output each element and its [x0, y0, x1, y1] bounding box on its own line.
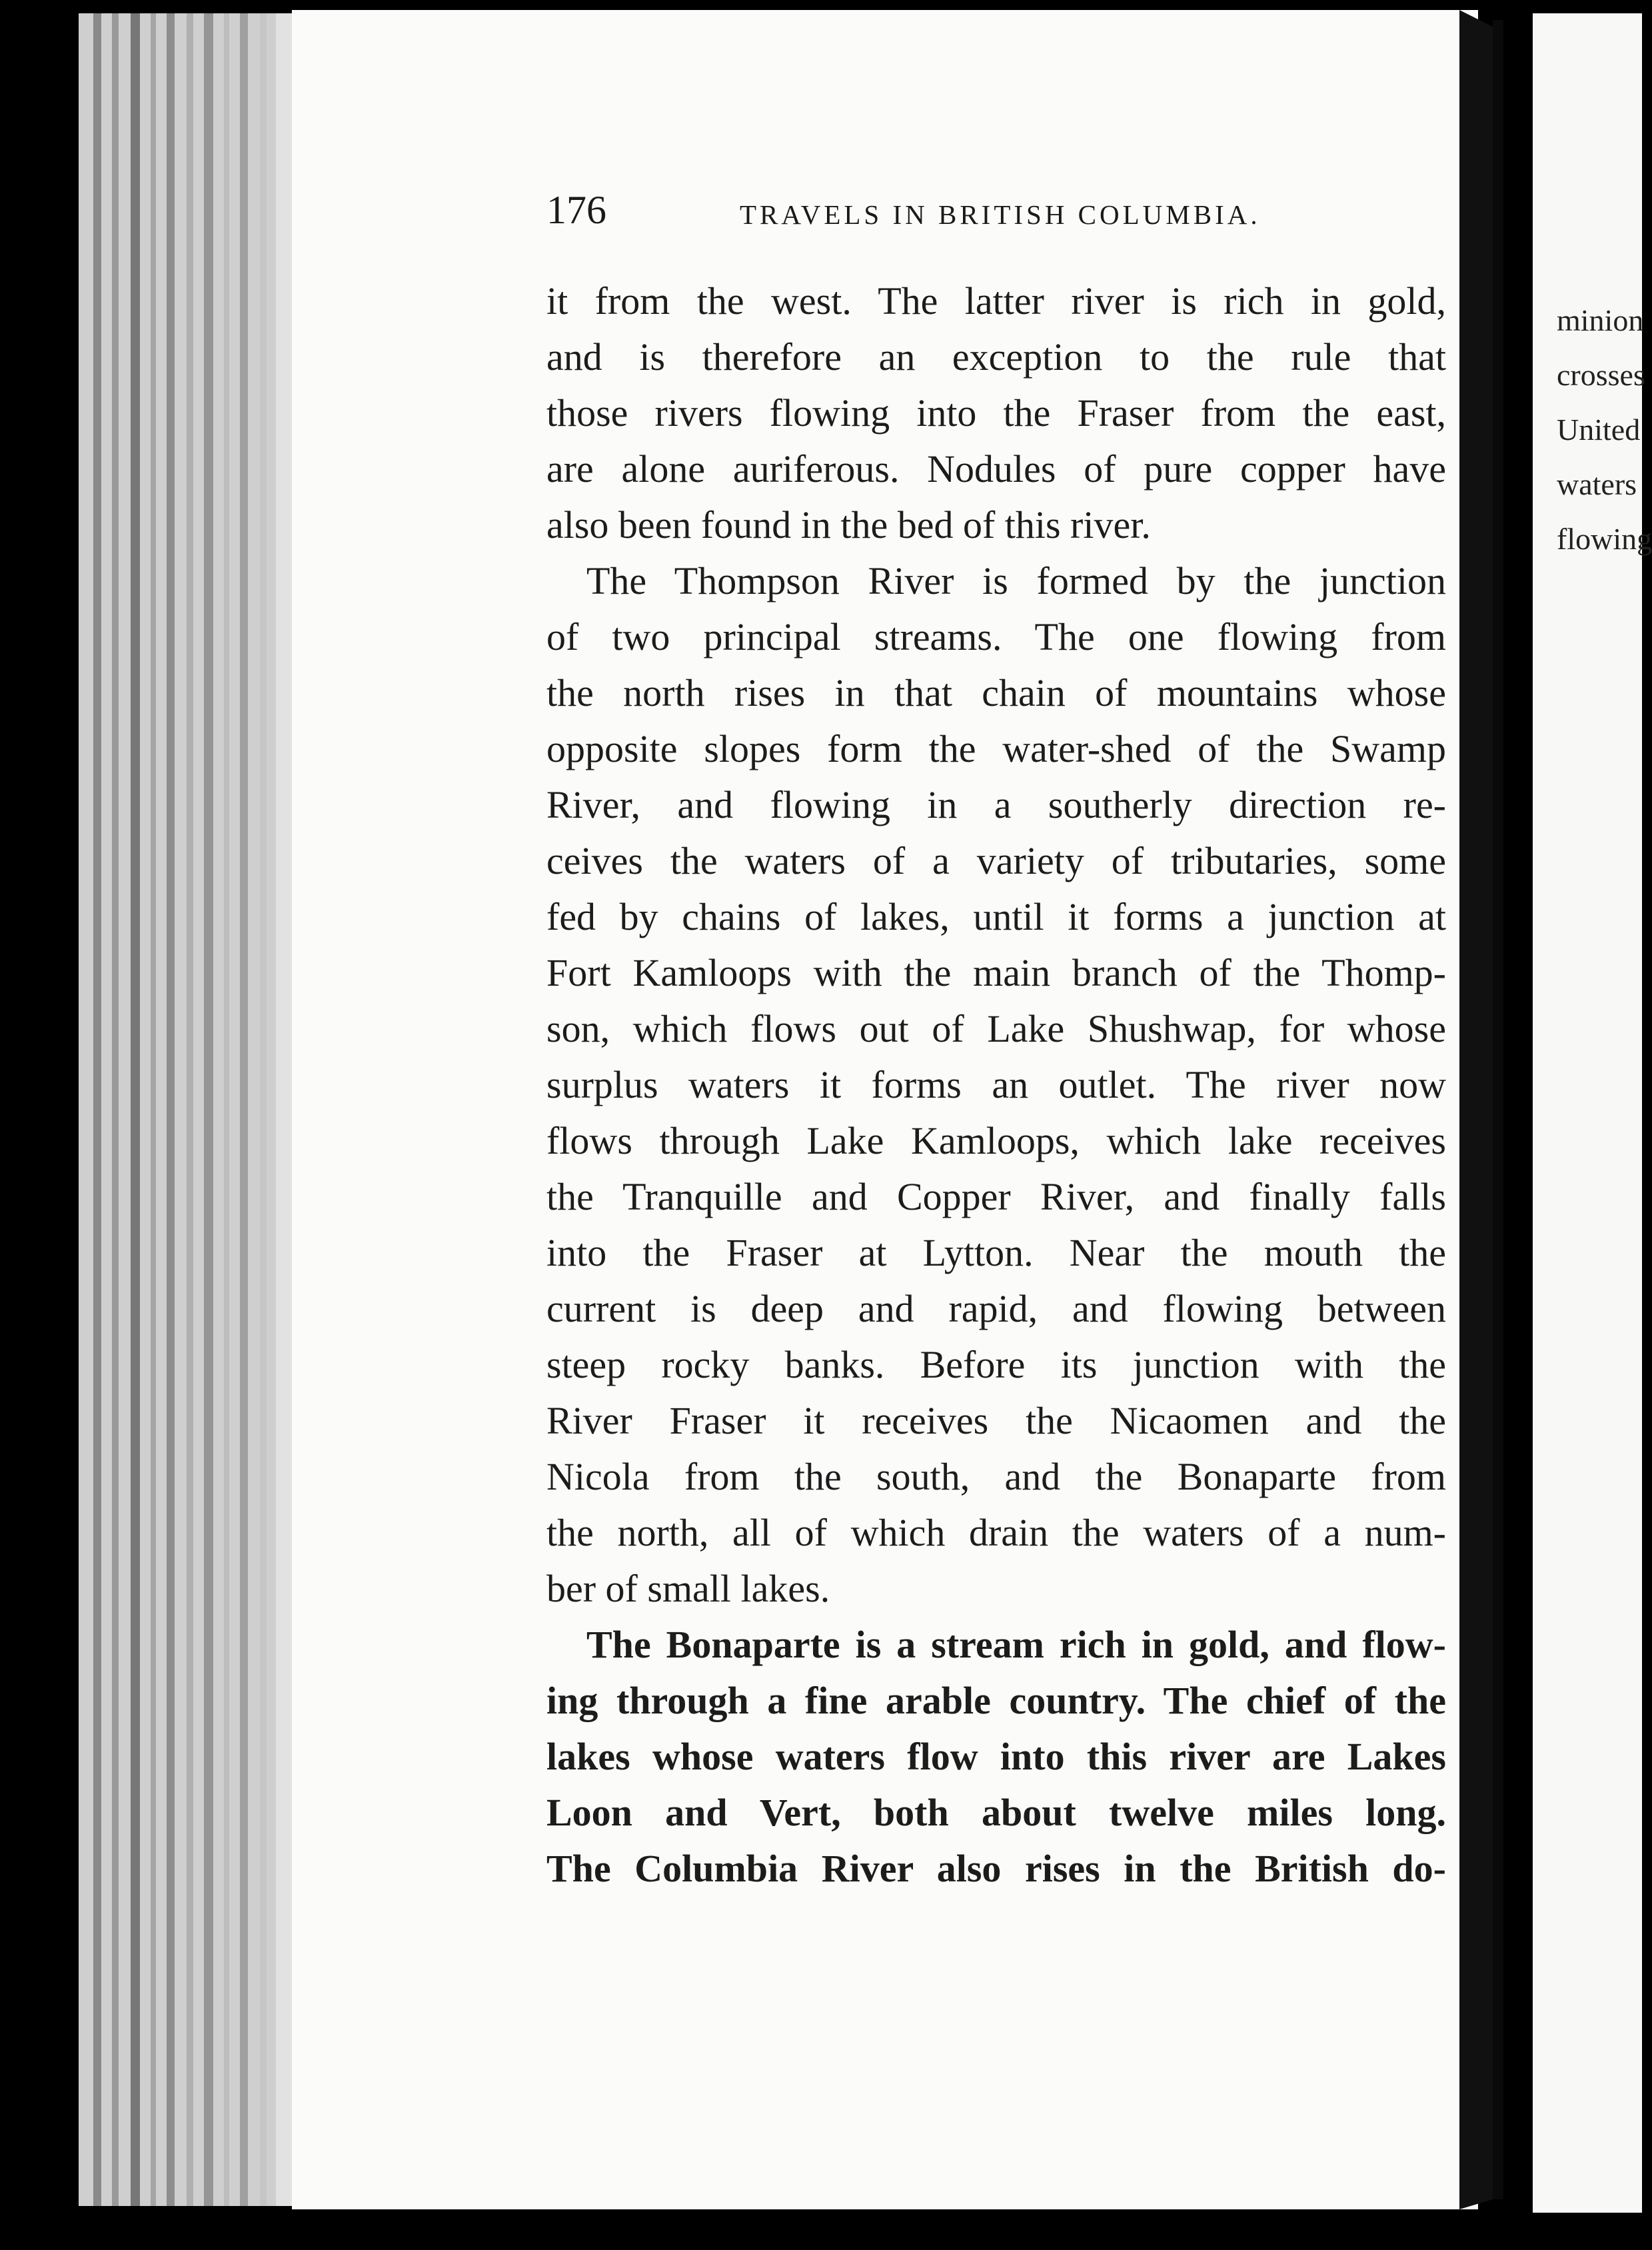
text-line: River, and flowing in a southerly direction re-	[546, 783, 1446, 826]
facing-page-line: waters	[1557, 467, 1637, 501]
text-line: and is therefore an exception to the rule that	[546, 335, 1446, 379]
running-head: TRAVELS IN BRITISH COLUMBIA.	[740, 199, 1261, 230]
facing-page-line: flowing	[1557, 522, 1652, 556]
text-line: the Tranquille and Copper River, and finally falls	[546, 1175, 1446, 1218]
text-line: ber of small lakes.	[546, 1567, 830, 1610]
gutter-shadow	[1459, 10, 1493, 2209]
text-line: into the Fraser at Lytton. Near the mouth the	[546, 1231, 1446, 1274]
page-edges	[79, 13, 292, 2206]
facing-page-line: United	[1557, 413, 1641, 447]
text-line: lakes whose waters flow into this river are Lakes	[546, 1735, 1446, 1778]
text-line: Nicola from the south, and the Bonaparte from	[546, 1455, 1446, 1498]
facing-page-line: crosses	[1557, 358, 1645, 392]
facing-page-line: minion	[1557, 303, 1644, 337]
text-line: the north rises in that chain of mountains whose	[546, 671, 1446, 714]
text-line: steep rocky banks. Before its junction with the	[546, 1343, 1446, 1386]
facing-page-text	[1557, 293, 1652, 566]
text-line: current is deep and rapid, and flowing between	[546, 1287, 1446, 1330]
text-line: The Thompson River is formed by the junction	[586, 559, 1446, 602]
text-line: The Columbia River also rises in the British do-	[546, 1847, 1446, 1890]
text-line: flows through Lake Kamloops, which lake receives	[546, 1119, 1446, 1162]
page-header	[546, 187, 1279, 240]
text-line: the north, all of which drain the waters of a num-	[546, 1511, 1446, 1554]
page-number: 176	[546, 188, 606, 232]
text-line: opposite slopes form the water-shed of the Swamp	[546, 727, 1446, 770]
text-line: ing through a fine arable country. The chief of the	[546, 1679, 1446, 1722]
text-line: of two principal streams. The one flowing from	[546, 615, 1446, 658]
text-line: those rivers flowing into the Fraser from the east,	[546, 391, 1446, 435]
text-line: ceives the waters of a variety of tributaries, some	[546, 839, 1446, 882]
text-line: Fort Kamloops with the main branch of the Thomp-	[546, 951, 1446, 994]
text-line: it from the west. The latter river is rich in gold,	[546, 279, 1446, 323]
text-line: Loon and Vert, both about twelve miles long.	[546, 1791, 1446, 1834]
text-line: The Bonaparte is a stream rich in gold, and flow-	[586, 1623, 1446, 1666]
text-line: are alone auriferous. Nodules of pure copper have	[546, 447, 1446, 491]
text-line: surplus waters it forms an outlet. The river now	[546, 1063, 1446, 1106]
text-line: son, which flows out of Lake Shushwap, for whose	[546, 1007, 1446, 1050]
body-text	[546, 273, 1446, 1890]
text-line: River Fraser it receives the Nicaomen and the	[546, 1399, 1446, 1442]
text-line: also been found in the bed of this river.	[546, 503, 1151, 547]
text-line: fed by chains of lakes, until it forms a junction at	[546, 895, 1446, 938]
gutter-dark	[1493, 20, 1503, 2199]
